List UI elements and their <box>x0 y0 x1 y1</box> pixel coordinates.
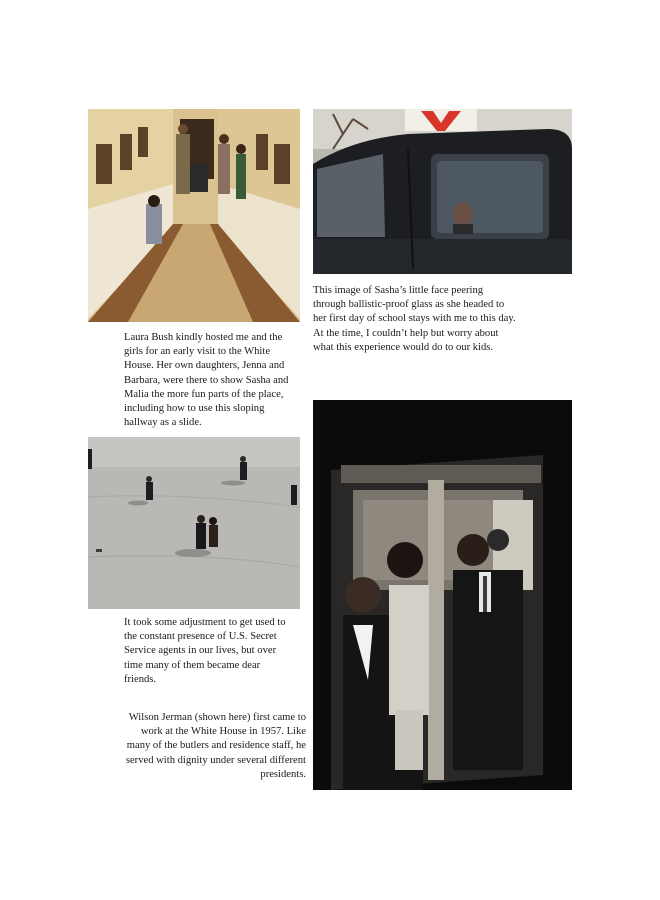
secret-service-photo <box>88 437 300 609</box>
hallway-slide-photo <box>88 109 300 322</box>
car-window-photo <box>313 109 572 274</box>
caption-wilson-jerman: Wilson Jerman (shown here) first came to work at the White House in 1957. Like many of the butlers and residence staff, he served with dignity under several different presidents. <box>125 712 306 780</box>
caption-car: This image of Sasha’s little face peering through ballistic-proof glass as she headed to her first day of school stays with me to this day. At the time, I couldn’t help but worry about what this experience would do to our kids. <box>313 285 516 353</box>
caption-secret-service: It took some adjustment to get used to the constant presence of U.S. Secret Service agents in our lives, but over time many of them became dear friends. <box>124 617 286 685</box>
elevator-photo <box>313 400 572 790</box>
caption-hallway: Laura Bush kindly hosted me and the girls for an early visit to the White House. Her own daughters, Jenna and Barbara, were there to show Sasha and Malia the more fun parts of the place, including how to use this sloping hallway as a slide. <box>124 332 289 429</box>
